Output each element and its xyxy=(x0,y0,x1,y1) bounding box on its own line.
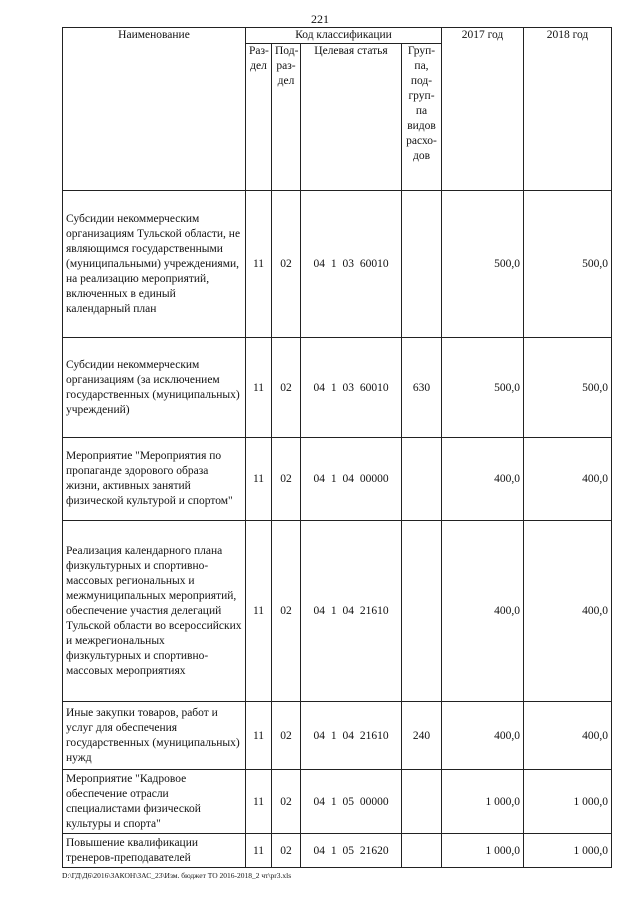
row-2018: 1 000,0 xyxy=(524,834,612,868)
row-section: 11 xyxy=(246,702,272,770)
budget-table xyxy=(62,27,612,868)
table-row xyxy=(63,191,612,338)
table-row xyxy=(63,521,612,702)
row-name: Иные закупки товаров, работ и услуг для обеспечения государственных (муниципальных) нужд xyxy=(63,702,246,770)
header-classification: Код классификации xyxy=(246,28,442,44)
header-year-2018: 2018 год xyxy=(524,28,612,191)
row-target: 04 1 04 21610 xyxy=(301,521,402,702)
header-subsection: Под- раз- дел xyxy=(272,44,301,191)
row-name: Мероприятие "Мероприятия по пропаганде здорового образа жизни, активных занятий физической культурой и спортом" xyxy=(63,438,246,521)
row-section: 11 xyxy=(246,834,272,868)
row-2017: 400,0 xyxy=(442,438,524,521)
row-group xyxy=(402,770,442,834)
header-target: Целевая статья xyxy=(301,44,402,191)
row-2018: 400,0 xyxy=(524,702,612,770)
row-name: Мероприятие "Кадровое обеспечение отрасли специалистами физической культуры и спорта" xyxy=(63,770,246,834)
row-name: Субсидии некоммерческим организациям (за исключением государственных (муниципальных) учреждений) xyxy=(63,338,246,438)
row-2018: 500,0 xyxy=(524,191,612,338)
row-target: 04 1 04 00000 xyxy=(301,438,402,521)
row-group xyxy=(402,521,442,702)
header-section: Раз- дел xyxy=(246,44,272,191)
row-2018: 400,0 xyxy=(524,438,612,521)
table-row xyxy=(63,438,612,521)
row-group: 630 xyxy=(402,338,442,438)
row-name: Повышение квалификации тренеров-преподавателей xyxy=(63,834,246,868)
row-subsection: 02 xyxy=(272,191,301,338)
row-group: 240 xyxy=(402,702,442,770)
row-target: 04 1 03 60010 xyxy=(301,338,402,438)
row-2018: 500,0 xyxy=(524,338,612,438)
row-name: Субсидии некоммерческим организациям Тульской области, не являющимся государственными (муниципальными) учреждениями, на реализацию мероприятий, включенных в единый календарный план xyxy=(63,191,246,338)
row-subsection: 02 xyxy=(272,521,301,702)
row-section: 11 xyxy=(246,338,272,438)
row-group xyxy=(402,438,442,521)
header-row-top xyxy=(63,28,612,44)
row-2018: 1 000,0 xyxy=(524,770,612,834)
table-row xyxy=(63,770,612,834)
row-subsection: 02 xyxy=(272,770,301,834)
row-subsection: 02 xyxy=(272,702,301,770)
row-target: 04 1 05 21620 xyxy=(301,834,402,868)
row-subsection: 02 xyxy=(272,438,301,521)
row-2017: 400,0 xyxy=(442,521,524,702)
table-row xyxy=(63,834,612,868)
row-group xyxy=(402,191,442,338)
row-target: 04 1 03 60010 xyxy=(301,191,402,338)
row-2017: 1 000,0 xyxy=(442,834,524,868)
header-year-2017: 2017 год xyxy=(442,28,524,191)
table-row xyxy=(63,702,612,770)
row-group xyxy=(402,834,442,868)
row-2017: 1 000,0 xyxy=(442,770,524,834)
row-subsection: 02 xyxy=(272,338,301,438)
row-2017: 400,0 xyxy=(442,702,524,770)
row-subsection: 02 xyxy=(272,834,301,868)
row-section: 11 xyxy=(246,191,272,338)
header-name: Наименование xyxy=(63,28,246,191)
row-name: Реализация календарного плана физкультурных и спортивно-массовых региональных и межмуниципальных мероприятий, обеспечение участия делегаций Тульской области во всероссийских и межрегиональных физкультурных и спортивно-массовых мероприятиях xyxy=(63,521,246,702)
file-path-footer: D:\ГД\Д6\2016\ЗАКОН\ЗАС_23\Изм. бюджет ТО 2016-2018_2 чт\pr3.xls xyxy=(62,871,292,880)
row-target: 04 1 05 00000 xyxy=(301,770,402,834)
row-2017: 500,0 xyxy=(442,191,524,338)
table-row xyxy=(63,338,612,438)
header-group: Груп- па, под- груп- па видов расхо- дов xyxy=(402,44,442,191)
row-section: 11 xyxy=(246,770,272,834)
row-2018: 400,0 xyxy=(524,521,612,702)
row-section: 11 xyxy=(246,438,272,521)
row-2017: 500,0 xyxy=(442,338,524,438)
row-target: 04 1 04 21610 xyxy=(301,702,402,770)
row-section: 11 xyxy=(246,521,272,702)
page-number: 221 xyxy=(311,12,329,26)
